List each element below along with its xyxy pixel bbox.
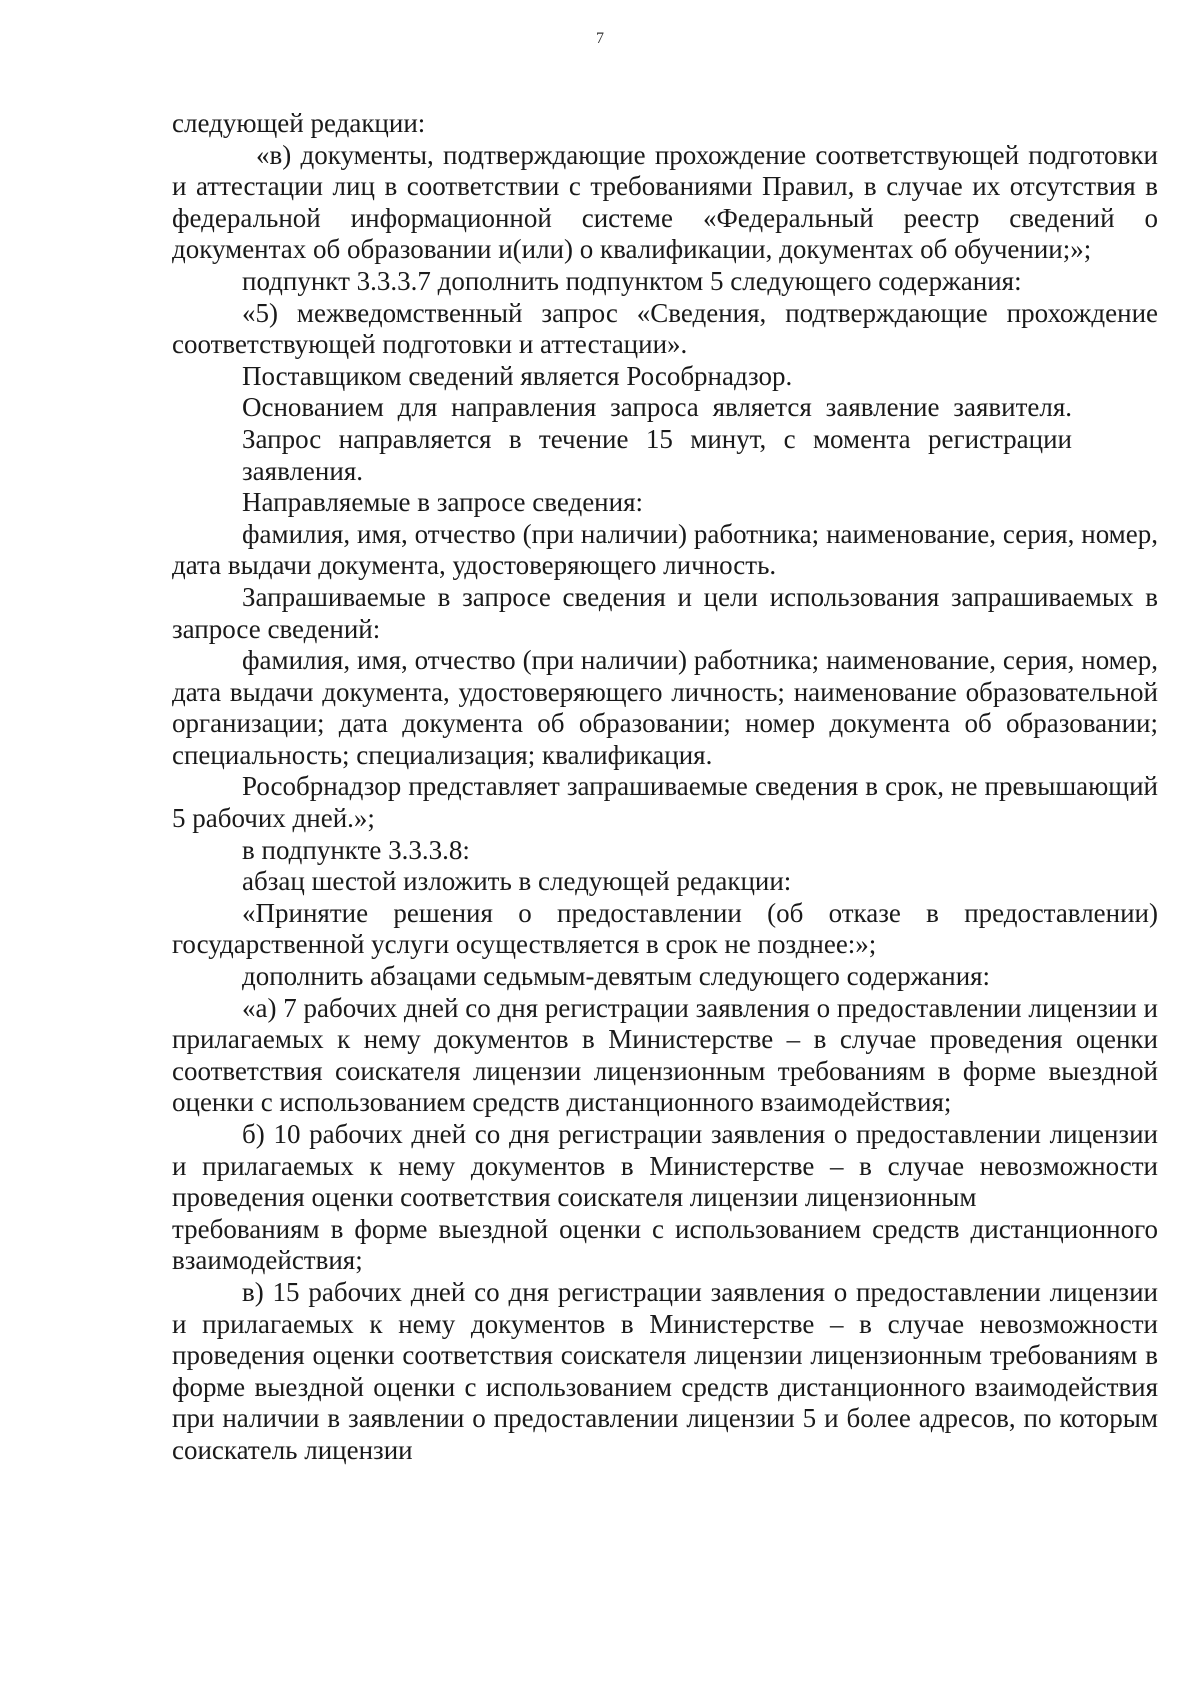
paragraph-18: требованиям в форме выездной оценки с использованием средств дистанционного взаимодействия;: [172, 1213, 1158, 1276]
paragraph-19: в) 15 рабочих дней со дня регистрации заявления о предоставлении лицензии и прилагаемых к нему документов в Министерстве – в случае невозможности проведения оценки соответствия соискателя лицензии лицензионным требованиям в форме выездной оценки с использованием средств дистанционного взаимодействия при наличии в заявлении о предоставлении лицензии 5 и более адресов, по которым соискатель лицензии: [172, 1276, 1158, 1465]
paragraph-7: Направляемые в запросе сведения:: [242, 487, 643, 518]
paragraph-12: в подпункте 3.3.3.8:: [242, 834, 470, 865]
paragraph-16: «а) 7 рабочих дней со дня регистрации заявления о предоставлении лицензии и прилагаемых к нему документов в Министерстве – в случае проведения оценки соответствия соискателя лицензии лицензионным требованиям в форме выездной оценки с использованием средств дистанционного взаимодействия;: [172, 992, 1158, 1118]
paragraph-14: «Принятие решения о предоставлении (об отказе в предоставлении) государственной услуги осуществляется в срок не позднее:»;: [172, 897, 1158, 960]
paragraph-8: фамилия, имя, отчество (при наличии) работника; наименование, серия, номер, дата выдачи документа, удостоверяющего личность.: [172, 518, 1158, 581]
paragraph-17: б) 10 рабочих дней со дня регистрации заявления о предоставлении лицензии и прилагаемых к нему документов в Министерстве – в случае невозможности проведения оценки соответствия соискателя лицензии лицензионным: [172, 1119, 1158, 1213]
document-body: [172, 108, 1158, 1467]
paragraph-9: Запрашиваемые в запросе сведения и цели использования запрашиваемых в запросе сведений:: [172, 581, 1158, 644]
paragraph-1: следующей редакции:: [172, 108, 426, 138]
paragraph-2: «в) документы, подтверждающие прохождение соответствующей подготовки и аттестации лиц в соответствии с требованиями Правил, в случае их отсутствия в федеральной информационной системе «Федеральный реестр сведений о документах об образовании и(или) о квалификации, документах об обучении;»;: [172, 139, 1158, 265]
paragraph-11: Рособрнадзор представляет запрашиваемые сведения в срок, не превышающий 5 рабочих дней.»;: [172, 771, 1158, 834]
page-number: 7: [596, 30, 604, 47]
paragraph-4: «5) межведомственный запрос «Сведения, подтверждающие прохождение соответствующей подготовки и аттестации».: [172, 297, 1158, 360]
paragraph-15: дополнить абзацами седьмым-девятым следующего содержания:: [242, 961, 991, 992]
paragraph-3: подпункт 3.3.3.7 дополнить подпунктом 5 следующего содержания:: [242, 265, 1022, 296]
paragraph-10: фамилия, имя, отчество (при наличии) работника; наименование, серия, номер, дата выдачи документа, удостоверяющего личность; наименование образовательной организации; дата документа об образовании; номер документа об образовании; специальность; специализация; квалификация.: [172, 645, 1158, 770]
paragraph-5: Поставщиком сведений является Рособрнадзор.: [242, 360, 793, 391]
paragraph-6: Основанием для направления запроса является заявление заявителя. Запрос направляется в течение 15 минут, с момента регистрации заявления.: [242, 392, 1072, 486]
paragraph-13: абзац шестой изложить в следующей редакции:: [242, 866, 792, 897]
